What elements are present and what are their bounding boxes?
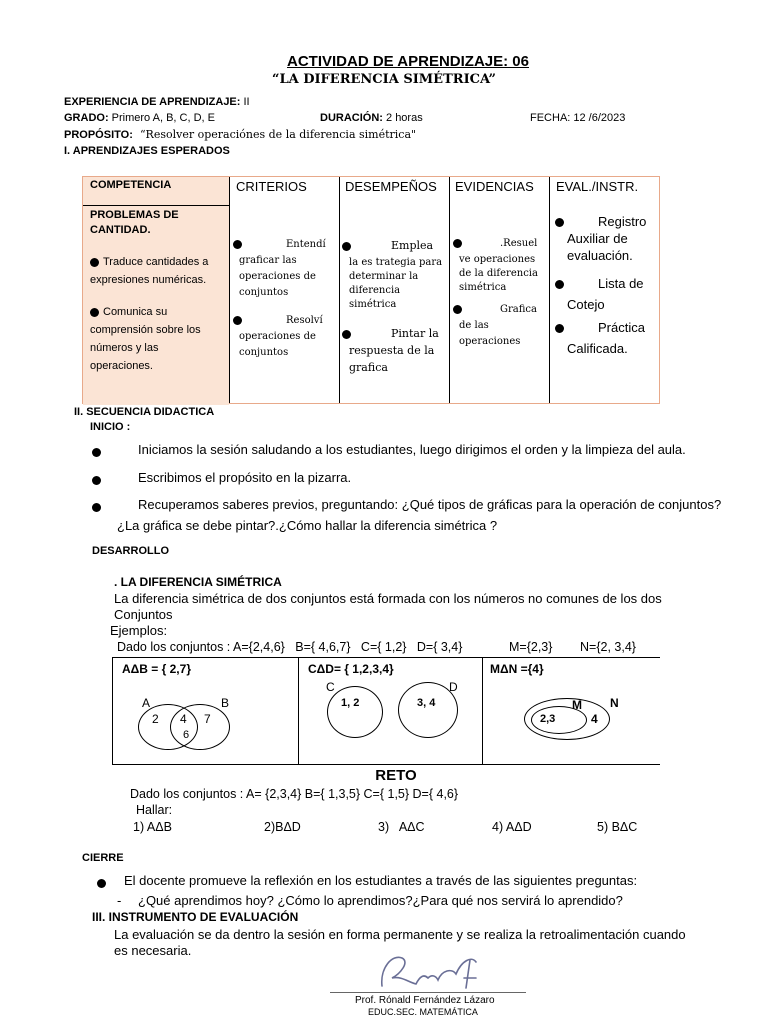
bullet-icon	[233, 316, 242, 325]
reto-item: 1) AΔB	[133, 820, 172, 834]
dados-n: N={2, 3,4}	[580, 640, 636, 654]
reto-item: 2)BΔD	[264, 820, 301, 834]
dados-m: M={2,3}	[509, 640, 553, 654]
set-label-n: N	[610, 696, 619, 710]
grado-label: GRADO:	[64, 112, 109, 124]
criterio-item: Entendí graficar las operaciones de conjuntos	[233, 237, 333, 301]
eval-item: Registro Auxiliar de evaluación.	[555, 213, 659, 264]
inicio-item: Iniciamos la sesión saludando a los estudiantes, luego dirigimos el orden y la limpieza del aula.	[138, 442, 686, 457]
header-criterios: CRITERIOS	[236, 179, 307, 194]
reto-item: 3) AΔC	[378, 820, 425, 834]
venn-circle-d	[398, 682, 458, 738]
header-competencia: COMPETENCIA	[90, 179, 172, 191]
desarrollo-label: DESARROLLO	[92, 545, 169, 557]
set-label-a: A	[142, 696, 151, 710]
competencia-title: PROBLEMAS DE CANTIDAD.	[90, 209, 179, 236]
evidencia-item: .Resuel ve operaciones de la diferencia simétrica	[453, 237, 547, 295]
activity-title: ACTIVIDAD DE APRENDIZAJE: 06	[287, 53, 529, 70]
ejemplos-label: Ejemplos:	[110, 623, 168, 638]
venn-circle-c	[327, 686, 383, 738]
header-desempenos: DESEMPEÑOS	[345, 179, 437, 194]
section-aprendizajes: I. APRENDIZAJES ESPERADOS	[64, 145, 230, 157]
eval-item: Lista de Cotejo	[555, 273, 659, 315]
bullet-icon	[92, 448, 101, 457]
concept-title: . LA DIFERENCIA SIMÉTRICA	[114, 575, 282, 589]
firma-name: Prof. Rónald Fernández Lázaro	[355, 995, 495, 1006]
venn-ab-element: 7	[204, 712, 211, 726]
competencia-item: Traduce cantidades a expresiones numéricas.	[90, 256, 209, 286]
firma-role: EDUC.SEC. MATEMÁTICA	[368, 1007, 478, 1017]
venn-ab-element: 2	[152, 712, 159, 726]
inicio-label: INICIO :	[90, 421, 131, 433]
desempeno-item: Pintar la respuesta de la grafica	[342, 325, 446, 376]
venn-mn-element: 4	[591, 712, 598, 726]
eval-item: Práctica Calificada.	[555, 317, 659, 359]
inicio-continuation: ¿La gráfica se debe pintar?.¿Cómo hallar la diferencia simétrica ?	[117, 518, 498, 533]
bullet-icon	[90, 308, 99, 317]
reto-item: 4) AΔD	[492, 820, 532, 834]
desempeno-item: Emplea la es trategia para determinar la diferencia simétrica	[342, 239, 446, 312]
fecha: FECHA: 12 /6/2023	[530, 112, 626, 124]
duracion-label: DURACIÓN:	[320, 112, 383, 124]
header-eval: EVAL./INSTR.	[556, 179, 639, 194]
inicio-item: Recuperamos saberes previos, preguntando: ¿Qué tipos de gráficas para la operación de conjuntos?	[138, 497, 722, 512]
bullet-icon	[233, 240, 242, 249]
bullet-icon	[453, 239, 462, 248]
reto-item: 5) BΔC	[597, 820, 638, 834]
cierre-dash: -	[117, 893, 122, 908]
experiencia-row	[64, 96, 250, 108]
reto-dados: Dado los conjuntos : A= {2,3,4} B={ 1,3,5} C={ 1,5} D={ 4,6}	[130, 787, 459, 801]
set-label-m: M	[572, 698, 582, 712]
cierre-question: ¿Qué aprendimos hoy? ¿Cómo lo aprendimos?¿Para qué nos servirá lo aprendido?	[138, 893, 623, 908]
signature-icon	[372, 948, 492, 996]
venn-circle-b	[170, 704, 230, 750]
proposito-label: PROPÓSITO:	[64, 129, 133, 141]
venn-mn-title: MΔN ={4}	[490, 662, 544, 676]
duracion-value: 2 horas	[386, 112, 423, 124]
set-label-d: D	[449, 680, 458, 694]
bullet-icon	[453, 305, 462, 314]
venn-ab-element: 4	[180, 712, 187, 726]
venn-diagrams	[112, 657, 660, 765]
activity-subtitle: “LA DIFERENCIA SIMÉTRICA”	[271, 72, 497, 87]
bullet-icon	[92, 476, 101, 485]
header-evidencias: EVIDENCIAS	[455, 179, 534, 194]
venn-cd-title: CΔD= { 1,2,3,4}	[308, 662, 394, 676]
dados-conjuntos: Dado los conjuntos : A={2,4,6} B={ 4,6,7} C={ 1,2} D={ 3,4}	[117, 640, 463, 654]
concept-text: La diferencia simétrica de dos conjuntos está formada con los números no comunes de los dos	[114, 591, 662, 606]
evidencia-item: Grafica de las operaciones	[453, 302, 547, 350]
experiencia-value: II	[243, 96, 250, 108]
signature-line	[330, 992, 526, 993]
bullet-icon	[555, 218, 564, 227]
bullet-icon	[342, 242, 351, 251]
reto-title: RETO	[375, 767, 417, 784]
section-secuencia: II. SECUENCIA DIDACTICA	[74, 406, 215, 418]
instrumento-text: La evaluación se da dentro la sesión en forma permanente y se realiza la retroalimentación cuando	[114, 927, 686, 942]
venn-cd-element: 1, 2	[341, 697, 360, 709]
cierre-label: CIERRE	[82, 852, 124, 864]
duracion-row	[320, 112, 423, 124]
reto-hallar: Hallar:	[136, 803, 173, 817]
set-label-c: C	[326, 680, 335, 694]
experiencia-label: EXPERIENCIA DE APRENDIZAJE:	[64, 96, 241, 108]
proposito-value: “Resolver operaciónes de la diferencia simétrica"	[139, 128, 417, 141]
proposito-row	[64, 128, 416, 141]
cierre-item: El docente promueve la reflexión en los estudiantes a través de las siguientes preguntas:	[124, 873, 638, 888]
bullet-icon	[555, 324, 564, 333]
grado-value: Primero A, B, C, D, E	[111, 112, 215, 124]
concept-text: Conjuntos	[114, 607, 173, 622]
competencia-item: Comunica su comprensión sobre los números y las operaciones.	[90, 306, 201, 372]
aprendizajes-table	[82, 176, 660, 404]
venn-ab-title: AΔB = { 2,7}	[122, 662, 191, 676]
grado-row	[64, 112, 215, 124]
bullet-icon	[555, 280, 564, 289]
criterio-item: Resolví operaciones de conjuntos	[233, 313, 333, 361]
inicio-item: Escribimos el propósito en la pizarra.	[138, 470, 352, 485]
section-instrumento: III. INSTRUMENTO DE EVALUACIÓN	[92, 910, 299, 924]
venn-mn-element: 2,3	[540, 713, 556, 725]
bullet-icon	[92, 503, 101, 512]
bullet-icon	[90, 258, 99, 267]
venn-ab-element: 6	[183, 729, 190, 741]
bullet-icon	[97, 879, 106, 888]
instrumento-text: es necesaria.	[114, 943, 192, 958]
bullet-icon	[342, 330, 351, 339]
venn-cd-element: 3, 4	[417, 697, 436, 709]
set-label-b: B	[221, 696, 230, 710]
